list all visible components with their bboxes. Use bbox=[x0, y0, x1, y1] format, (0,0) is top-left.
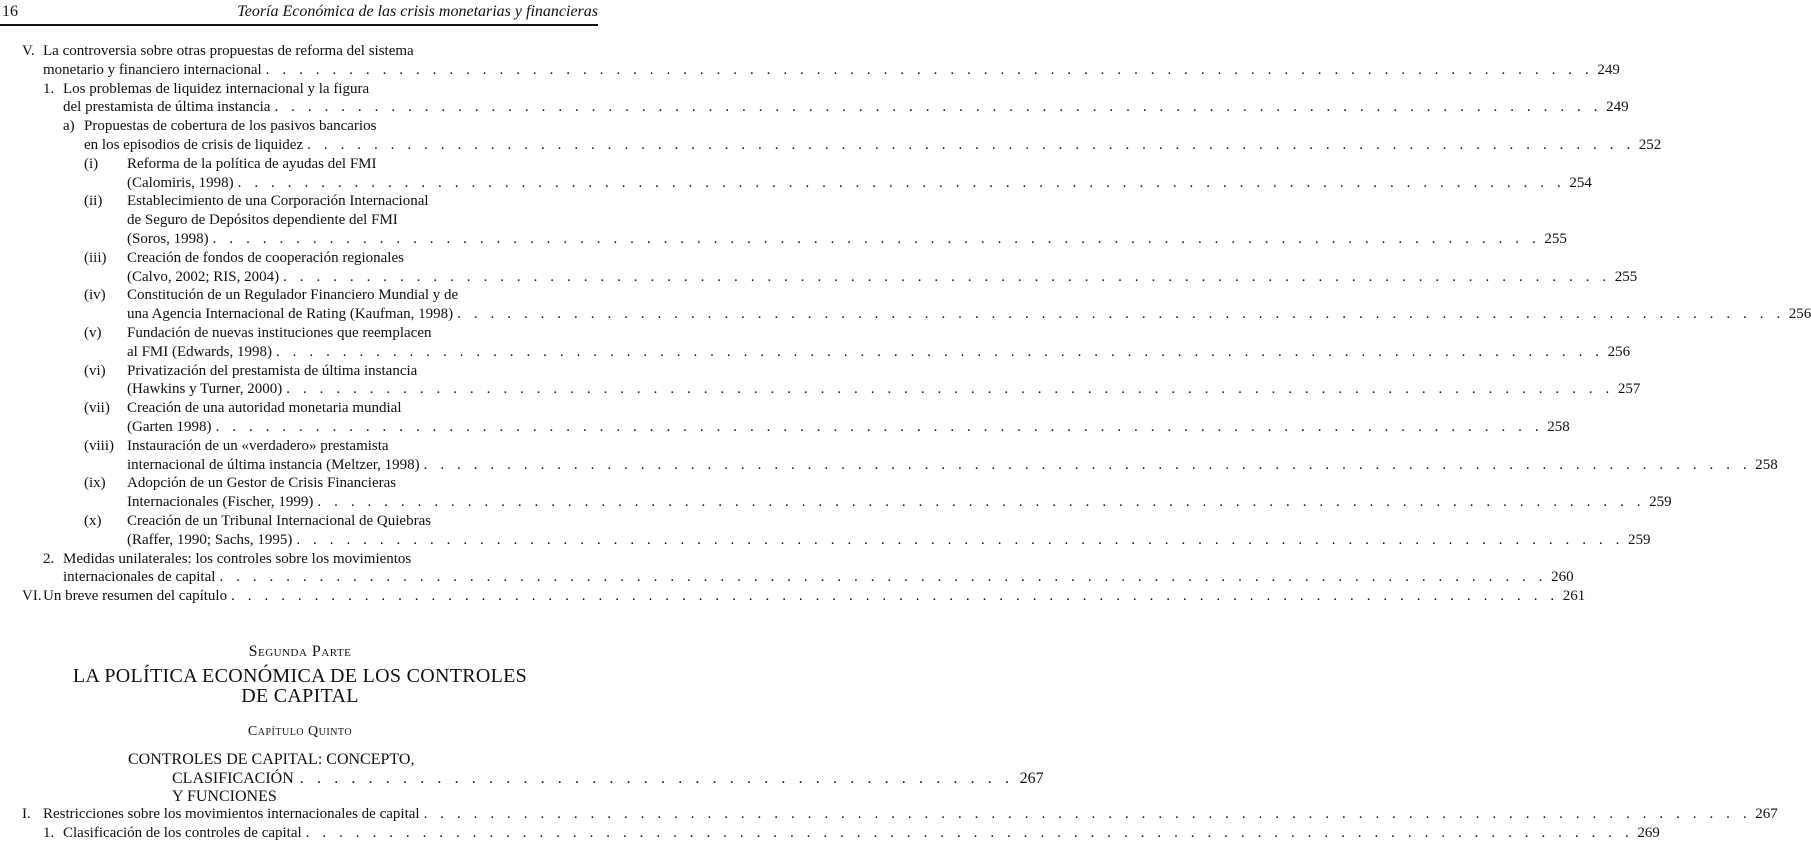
entry-marker: VI. bbox=[22, 588, 42, 605]
dot-leader: . . . . . . . . . . . . . . . . . . . . . . . . . . . . . . . . . . . . . . . . . . . . . . . . . . . . . . . . . . . . . . . . . . . . . . . . . . . . . . . . bbox=[307, 136, 1635, 153]
entry-title: Constitución de un Regulador Financiero Mundial y de bbox=[127, 287, 459, 304]
entry-page: 269 bbox=[1637, 824, 1660, 841]
toc-line bbox=[0, 136, 1662, 155]
entry-title: Restricciones sobre los movimientos internacionales de capital bbox=[43, 806, 420, 822]
entry-title: internacionales de capital bbox=[63, 569, 216, 586]
toc-line bbox=[0, 268, 1638, 287]
running-title: Teoría Económica de las crisis monetarias y financieras bbox=[237, 3, 598, 20]
toc-line bbox=[0, 418, 1570, 437]
toc-entry[interactable] bbox=[0, 587, 1586, 606]
toc-line bbox=[0, 437, 597, 456]
toc-entry[interactable] bbox=[0, 805, 1778, 824]
entry-title: Internacionales (Fischer, 1999) bbox=[127, 494, 314, 511]
entry-page: 249 bbox=[1597, 61, 1620, 78]
chapter-title-line2[interactable] bbox=[172, 770, 1044, 806]
toc-line bbox=[0, 230, 1567, 249]
entry-text bbox=[127, 343, 1631, 362]
dot-leader: . . . . . . . . . . . . . . . . . . . . . . . . . . . . . . . . . . . . . . . . . . . . . . . . . . . . . . . . . . . . . . . . . . . . . . . . . . . . . . . . bbox=[296, 531, 1624, 548]
entry-title: Medidas unilaterales: los controles sobre los movimientos bbox=[63, 550, 412, 567]
dot-leader: . . . . . . . . . . . . . . . . . . . . . . . . . . . . . . . . . . . . . . . . . . . . . . . . . . . . . . . . . . . . . . . . . . . . . . . . . . . . . . . . bbox=[215, 418, 1544, 435]
entry-title: una Agencia Internacional de Rating (Kaufman, 1998) bbox=[127, 306, 454, 323]
chapter-title-line1: CONTROLES DE CAPITAL: CONCEPTO, bbox=[128, 751, 415, 768]
entry-text bbox=[127, 362, 597, 381]
entry-title: (Soros, 1998) bbox=[127, 230, 209, 247]
entry-text bbox=[127, 531, 1651, 550]
toc-line bbox=[0, 192, 597, 211]
entry-text bbox=[127, 249, 597, 268]
part-title-line2: DE CAPITAL bbox=[241, 685, 359, 707]
entry-title: (Raffer, 1990; Sachs, 1995) bbox=[127, 531, 293, 548]
entry-text bbox=[127, 399, 597, 418]
dot-leader: . . . . . . . . . . . . . . . . . . . . . . . . . . . . . . . . . . . . . . . . . . . . . . . . . . . . . . . . . . . . . . . . . . . . . . . . . . . . . . . . bbox=[237, 174, 1566, 191]
toc-line bbox=[0, 362, 597, 381]
entry-text bbox=[127, 324, 597, 343]
entry-page: 249 bbox=[1606, 99, 1629, 116]
chapter-page: 267 bbox=[1019, 770, 1044, 787]
toc-line bbox=[0, 249, 597, 268]
entry-title: (Calomiris, 1998) bbox=[127, 174, 234, 191]
entry-marker: (ix) bbox=[84, 475, 106, 492]
toc-entry[interactable] bbox=[0, 437, 1778, 475]
entry-page: 259 bbox=[1649, 494, 1672, 511]
entry-page: 259 bbox=[1628, 531, 1651, 548]
toc-line bbox=[0, 587, 1586, 606]
dot-leader: . . . . . . . . . . . . . . . . . . . . . . . . . . . . . . . . . . . . . . . . . . . . . . . . . . . . . . . . . . . . . . . . . . . . . . . . . . . . . . . . bbox=[317, 494, 1646, 511]
dot-leader: . . . . . . . . . . . . . . . . . . . . . . . . . . . . . . . . . . . . . . . . . . bbox=[299, 770, 1014, 787]
toc-entry[interactable] bbox=[0, 192, 1567, 248]
entry-page: 256 bbox=[1788, 306, 1811, 323]
entry-title: (Calvo, 2002; RIS, 2004) bbox=[127, 268, 280, 285]
running-header bbox=[0, 0, 598, 26]
toc-line bbox=[0, 568, 1574, 587]
toc-list bbox=[0, 42, 1811, 606]
entry-page: 252 bbox=[1638, 136, 1662, 153]
entry-text bbox=[84, 117, 597, 136]
toc-line bbox=[0, 824, 1660, 843]
dot-leader: . . . . . . . . . . . . . . . . . . . . . . . . . . . . . . . . . . . . . . . . . . . . . . . . . . . . . . . . . . . . . . . . . . . . . . . . . . . . . . . . bbox=[231, 588, 1559, 605]
toc-entry[interactable] bbox=[0, 512, 1651, 550]
toc-entry[interactable] bbox=[0, 42, 1620, 80]
entry-text bbox=[127, 418, 1570, 437]
toc-line bbox=[0, 531, 1651, 550]
dot-leader: . . . . . . . . . . . . . . . . . . . . . . . . . . . . . . . . . . . . . . . . . . . . . . . . . . . . . . . . . . . . . . . . . . . . . . . . . . . . . . . . bbox=[283, 268, 1611, 285]
entry-marker: (viii) bbox=[84, 437, 114, 454]
entry-title: Creación de fondos de cooperación regionales bbox=[127, 249, 404, 266]
toc-entry[interactable] bbox=[0, 286, 1811, 324]
toc-line bbox=[0, 324, 597, 343]
toc-line bbox=[0, 42, 597, 61]
toc-entry[interactable] bbox=[0, 824, 1660, 843]
toc-line bbox=[0, 474, 597, 493]
entry-text bbox=[63, 568, 1574, 587]
entry-title: internacional de última instancia (Meltzer, 1998) bbox=[127, 456, 420, 473]
entry-text bbox=[127, 380, 1641, 399]
toc-line bbox=[0, 286, 597, 305]
dot-leader: . . . . . . . . . . . . . . . . . . . . . . . . . . . . . . . . . . . . . . . . . . . . . . . . . . . . . . . . . . . . . . . . . . . . . . . . . . . . . . . . bbox=[423, 456, 1752, 473]
entry-text bbox=[127, 174, 1592, 193]
entry-marker: (iv) bbox=[84, 287, 106, 304]
entry-title: Privatización del prestamista de última instancia bbox=[127, 362, 418, 379]
entry-title: Clasificación de los controles de capital bbox=[63, 824, 302, 841]
entry-text bbox=[127, 230, 1567, 249]
dot-leader: . . . . . . . . . . . . . . . . . . . . . . . . . . . . . . . . . . . . . . . . . . . . . . . . . . . . . . . . . . . . . . . . . . . . . . . . . . . . . . . . bbox=[275, 343, 1604, 360]
entry-title: al FMI (Edwards, 1998) bbox=[127, 343, 272, 360]
entry-page: 254 bbox=[1569, 174, 1592, 191]
dot-leader: . . . . . . . . . . . . . . . . . . . . . . . . . . . . . . . . . . . . . . . . . . . . . . . . . . . . . . . . . . . . . . . . . . . . . . . . . . . . . . . . bbox=[457, 306, 1785, 323]
entry-text bbox=[127, 155, 597, 174]
dot-leader: . . . . . . . . . . . . . . . . . . . . . . . . . . . . . . . . . . . . . . . . . . . . . . . . . . . . . . . . . . . . . . . . . . . . . . . . . . . . . . . . bbox=[219, 569, 1548, 586]
entry-page: 255 bbox=[1614, 268, 1638, 285]
dot-leader: . . . . . . . . . . . . . . . . . . . . . . . . . . . . . . . . . . . . . . . . . . . . . . . . . . . . . . . . . . . . . . . . . . . . . . . . . . . . . . . . bbox=[265, 61, 1594, 78]
entry-marker: (i) bbox=[84, 155, 99, 172]
entry-text bbox=[43, 805, 1778, 824]
dot-leader: . . . . . . . . . . . . . . . . . . . . . . . . . . . . . . . . . . . . . . . . . . . . . . . . . . . . . . . . . . . . . . . . . . . . . . . . . . . . . . . . bbox=[286, 381, 1614, 398]
dot-leader: . . . . . . . . . . . . . . . . . . . . . . . . . . . . . . . . . . . . . . . . . . . . . . . . . . . . . . . . . . . . . . . . . . . . . . . . . . . . . . . . bbox=[212, 230, 1541, 247]
toc-line bbox=[0, 380, 1641, 399]
entry-text bbox=[43, 42, 597, 61]
chapter-label: Capítulo Quinto bbox=[247, 724, 353, 739]
entry-text bbox=[84, 136, 1662, 155]
entry-title: en los episodios de crisis de liquidez bbox=[84, 136, 304, 153]
toc-line bbox=[0, 174, 1592, 193]
entry-title: Un breve resumen del capítulo bbox=[43, 588, 228, 605]
entry-marker: 1. bbox=[43, 824, 55, 841]
entry-marker: (vi) bbox=[84, 362, 106, 379]
dot-leader: . . . . . . . . . . . . . . . . . . . . . . . . . . . . . . . . . . . . . . . . . . . . . . . . . . . . . . . . . . . . . . . . . . . . . . . . . . . . . . . . bbox=[305, 824, 1634, 841]
entry-page: 256 bbox=[1607, 343, 1631, 360]
toc-line bbox=[0, 550, 597, 569]
entry-marker: V. bbox=[22, 43, 35, 59]
entry-marker: I. bbox=[22, 806, 31, 822]
entry-text bbox=[127, 286, 597, 305]
part-label: Segunda Parte bbox=[248, 643, 352, 660]
entry-marker: (v) bbox=[84, 324, 102, 341]
toc-entry[interactable] bbox=[0, 399, 1570, 437]
entry-text bbox=[127, 456, 1778, 475]
entry-title: Creación de una autoridad monetaria mundial bbox=[127, 400, 402, 417]
entry-text bbox=[127, 305, 1811, 324]
toc-entry[interactable] bbox=[0, 550, 1574, 588]
entry-text bbox=[63, 98, 1629, 117]
entry-text bbox=[127, 268, 1638, 287]
entry-text bbox=[127, 493, 1672, 512]
toc-entry[interactable] bbox=[0, 249, 1638, 287]
entry-text bbox=[63, 824, 1660, 843]
entry-marker: (ii) bbox=[84, 193, 103, 210]
entry-marker: (vii) bbox=[84, 400, 110, 417]
toc-line bbox=[0, 80, 597, 99]
entry-title: Propuestas de cobertura de los pasivos bancarios bbox=[84, 118, 377, 135]
entry-title: La controversia sobre otras propuestas de reforma del sistema bbox=[43, 43, 414, 59]
entry-page: 261 bbox=[1562, 588, 1586, 605]
toc-line bbox=[0, 343, 1631, 362]
entry-title: monetario y financiero internacional bbox=[43, 61, 262, 78]
toc-entry[interactable] bbox=[0, 362, 1641, 400]
entry-title: (Garten 1998) bbox=[127, 418, 212, 435]
entry-marker: 1. bbox=[43, 80, 55, 97]
toc-line bbox=[0, 805, 1778, 824]
page-number: 16 bbox=[2, 3, 18, 20]
entry-text bbox=[127, 192, 597, 211]
entry-title: Adopción de un Gestor de Crisis Financieras bbox=[127, 475, 397, 492]
chapter-title-text: CLASIFICACIÓN Y FUNCIONES bbox=[172, 770, 294, 805]
entry-title: Creación de un Tribunal Internacional de Quiebras bbox=[127, 512, 432, 529]
entry-text bbox=[63, 80, 597, 99]
entry-text bbox=[127, 211, 597, 230]
entry-marker: a) bbox=[63, 118, 75, 135]
toc-line bbox=[0, 211, 597, 230]
entry-marker: (x) bbox=[84, 512, 102, 529]
entry-page: 258 bbox=[1547, 418, 1570, 435]
entry-text bbox=[127, 474, 597, 493]
toc-line bbox=[0, 456, 1778, 475]
toc-line bbox=[0, 117, 597, 136]
entry-page: 267 bbox=[1755, 806, 1778, 822]
entry-page: 255 bbox=[1544, 230, 1567, 247]
part-title-line1: LA POLÍTICA ECONÓMICA DE LOS CONTROLES bbox=[72, 665, 528, 687]
entry-text bbox=[43, 61, 1620, 80]
part-title bbox=[0, 666, 600, 706]
entry-title: (Hawkins y Turner, 2000) bbox=[127, 381, 283, 398]
entry-title: Instauración de un «verdadero» prestamista bbox=[127, 437, 389, 454]
toc-entry[interactable] bbox=[0, 474, 1672, 512]
entry-marker: 2. bbox=[43, 550, 55, 567]
toc-line bbox=[0, 305, 1811, 324]
toc-line bbox=[0, 61, 1620, 80]
entry-page: 257 bbox=[1617, 381, 1641, 398]
toc-entry[interactable] bbox=[0, 155, 1592, 193]
entry-title: de Seguro de Depósitos dependiente del FMI bbox=[127, 212, 398, 229]
entry-title: Los problemas de liquidez internacional y la figura bbox=[63, 80, 370, 97]
entry-title: Establecimiento de una Corporación Internacional bbox=[127, 193, 429, 210]
toc-list-chapter bbox=[0, 805, 1778, 843]
toc-line bbox=[0, 399, 597, 418]
entry-text bbox=[127, 512, 597, 531]
entry-title: Fundación de nuevas instituciones que reemplacen bbox=[127, 324, 432, 341]
toc-line bbox=[0, 512, 597, 531]
entry-title: del prestamista de última instancia bbox=[63, 99, 271, 116]
entry-title: Reforma de la política de ayudas del FMI bbox=[127, 155, 377, 172]
entry-page: 258 bbox=[1755, 456, 1778, 473]
toc-entry[interactable] bbox=[0, 80, 1629, 118]
toc-line bbox=[0, 493, 1672, 512]
dot-leader: . . . . . . . . . . . . . . . . . . . . . . . . . . . . . . . . . . . . . . . . . . . . . . . . . . . . . . . . . . . . . . . . . . . . . . . . . . . . . . . . bbox=[423, 806, 1752, 822]
entry-text bbox=[63, 550, 597, 569]
entry-text bbox=[127, 437, 597, 456]
entry-page: 260 bbox=[1551, 569, 1574, 586]
dot-leader: . . . . . . . . . . . . . . . . . . . . . . . . . . . . . . . . . . . . . . . . . . . . . . . . . . . . . . . . . . . . . . . . . . . . . . . . . . . . . . . . bbox=[274, 99, 1603, 116]
entry-text bbox=[43, 587, 1586, 606]
entry-marker: (iii) bbox=[84, 249, 107, 266]
toc-line bbox=[0, 98, 1629, 117]
toc-entry[interactable] bbox=[0, 117, 1662, 155]
toc-entry[interactable] bbox=[0, 324, 1631, 362]
toc-line bbox=[0, 155, 597, 174]
